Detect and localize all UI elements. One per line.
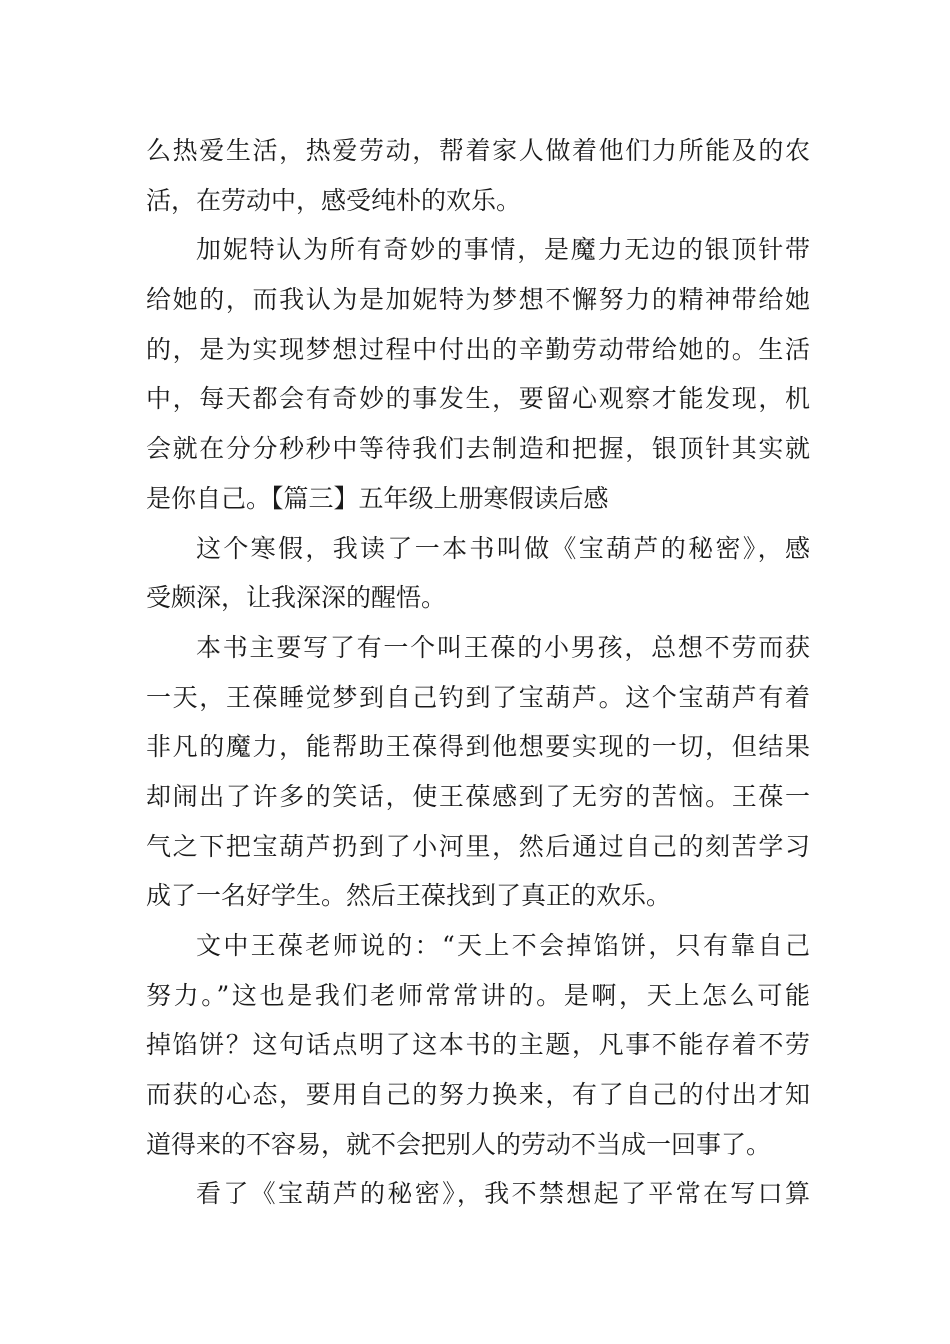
text-line: 受颇深，让我深深的醒悟。 xyxy=(146,583,447,613)
text-line: 的，是为实现梦想过程中付出的辛勤劳动带给她的。生活 xyxy=(146,334,810,364)
text-line: 会就在分分秒秒中等待我们去制造和把握，银顶针其实就 xyxy=(146,434,810,464)
text-line: 却闹出了许多的笑话，使王葆感到了无穷的苦恼。王葆一 xyxy=(146,781,810,811)
text-line: 活，在劳动中，感受纯朴的欢乐。 xyxy=(146,185,522,215)
text-line: 是你自己。【篇三】五年级上册寒假读后感 xyxy=(146,483,609,513)
text-line: 中，每天都会有奇妙的事发生，要留心观察才能发现，机 xyxy=(146,384,810,414)
text-line: 掉馅饼？这句话点明了这本书的主题，凡事不能存着不劳 xyxy=(146,1030,810,1060)
document-body xyxy=(146,126,810,1219)
text-line: 文中王葆老师说的：“天上不会掉馅饼，只有靠自己 xyxy=(196,931,810,960)
text-line: 本书主要写了有一个叫王葆的小男孩，总想不劳而获 xyxy=(196,632,810,662)
text-line: 道得来的不容易，就不会把别人的劳动不当成一回事了。 xyxy=(146,1129,772,1159)
text-line: 而获的心态，要用自己的努力换来，有了自己的付出才知 xyxy=(146,1080,810,1110)
text-line: 努力。”这也是我们老师常常讲的。是啊，天上怎么可能 xyxy=(146,980,810,1010)
text-line: 这个寒假，我读了一本书叫做《宝葫芦的秘密》，感 xyxy=(196,533,810,563)
text-line: 非凡的魔力，能帮助王葆得到他想要实现的一切，但结果 xyxy=(146,732,810,762)
text-line: 气之下把宝葫芦扔到了小河里，然后通过自己的刻苦学习 xyxy=(146,831,810,861)
text-line: 一天，王葆睡觉梦到自己钓到了宝葫芦。这个宝葫芦有着 xyxy=(146,682,810,712)
text-line: 么热爱生活，热爱劳动，帮着家人做着他们力所能及的农 xyxy=(146,136,810,165)
text-line: 加妮特认为所有奇妙的事情，是魔力无边的银顶针带 xyxy=(196,235,810,265)
text-line: 给她的，而我认为是加妮特为梦想不懈努力的精神带给她 xyxy=(146,285,810,315)
text-line: 成了一名好学生。然后王葆找到了真正的欢乐。 xyxy=(146,881,672,911)
text-line: 看了《宝葫芦的秘密》，我不禁想起了平常在写口算 xyxy=(196,1179,810,1209)
